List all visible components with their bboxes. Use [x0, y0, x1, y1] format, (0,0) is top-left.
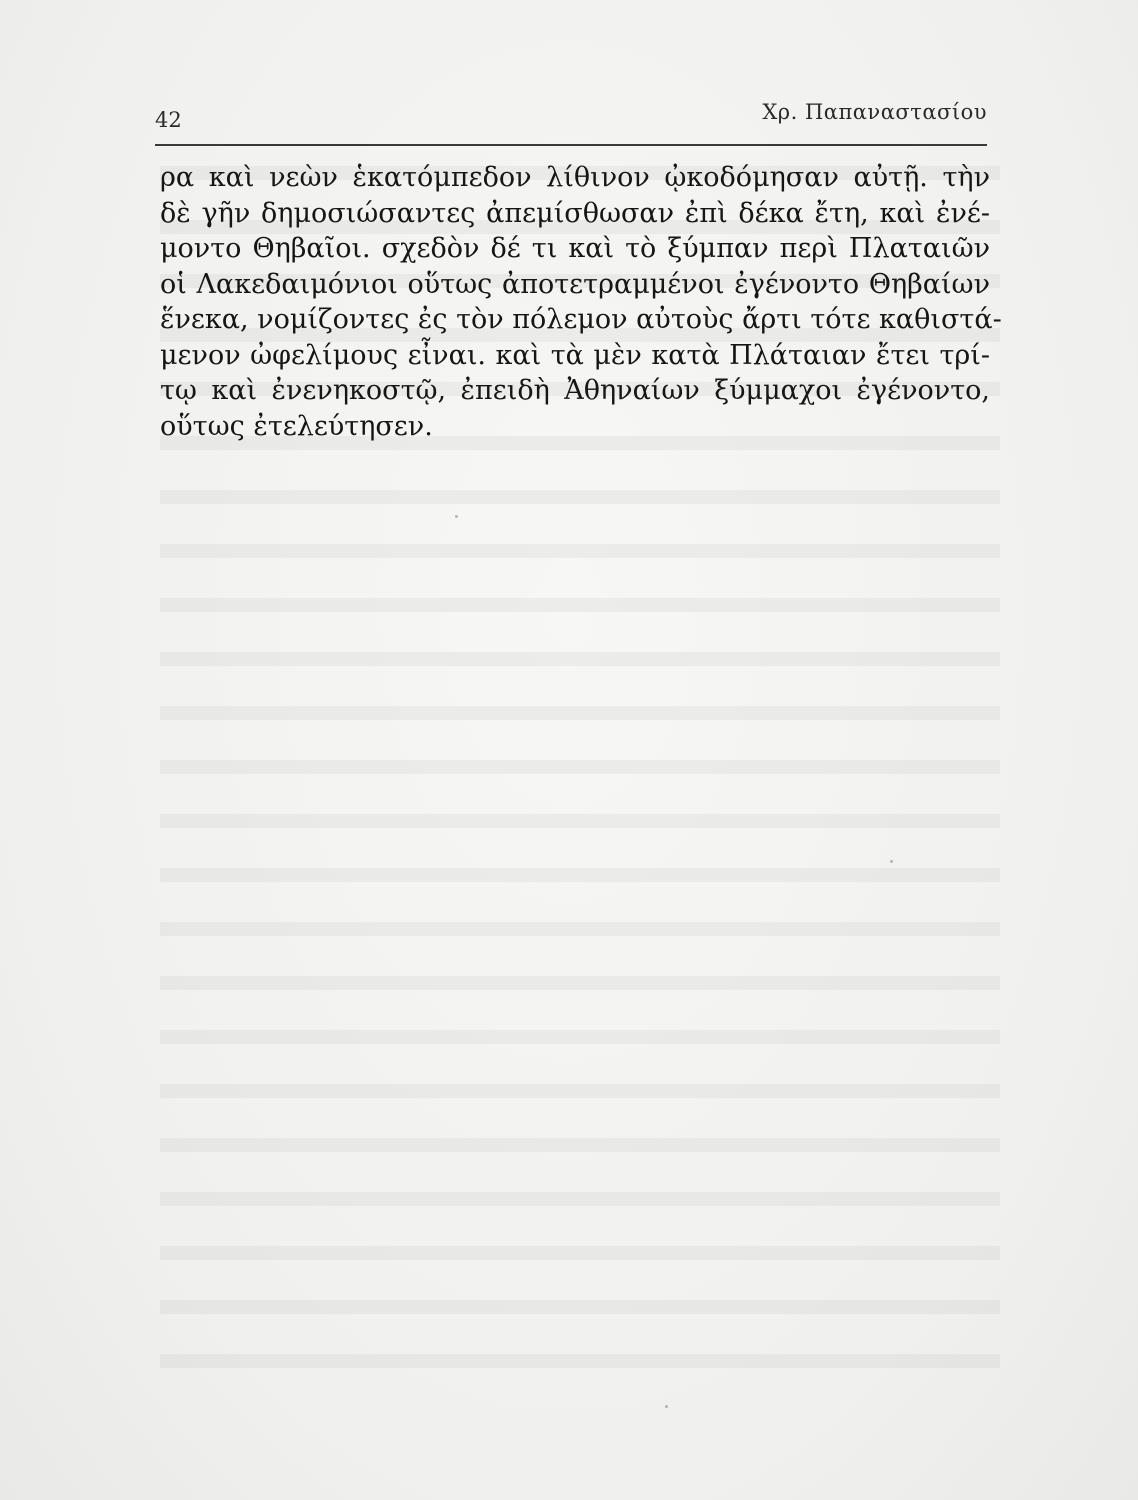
header-rule — [155, 144, 987, 146]
page-header — [155, 96, 987, 136]
paper-speck — [890, 860, 893, 863]
text-line: μοντο Θηβαῖοι. σχεδὸν δέ τι καὶ τὸ ξύμπαν περὶ Πλαταιῶν — [160, 233, 990, 264]
text-line: ἕνεκα, νομίζοντες ἐς τὸν πόλεμον αὐτοὺς ἄρτι τότε καθιστά- — [160, 304, 1002, 335]
page-number: 42 — [155, 108, 182, 132]
text-line: ρα καὶ νεὼν ἑκατόμπεδον λίθινον ᾠκοδόμησαν αὐτῇ. τὴν — [160, 162, 990, 193]
paper-speck — [455, 515, 458, 518]
text-line: μενον ὠφελίμους εἶναι. καὶ τὰ μὲν κατὰ Πλάταιαν ἔτει τρί- — [160, 339, 990, 371]
text-line: οὕτως ἐτελεύτησεν. — [160, 410, 433, 442]
body-paragraph — [160, 160, 1002, 444]
text-line: δὲ γῆν δημοσιώσαντες ἀπεμίσθωσαν ἐπὶ δέκα ἔτη, καὶ ἐνέ- — [160, 197, 990, 229]
running-head: Χρ. Παπαναστασίου — [762, 100, 987, 124]
paper-speck — [665, 1405, 668, 1408]
text-line: τῳ καὶ ἐνενηκοστῷ, ἐπειδὴ Ἀθηναίων ξύμμαχοι ἐγένοντο, — [160, 375, 990, 406]
text-line: οἱ Λακεδαιμόνιοι οὕτως ἀποτετραμμένοι ἐγένοντο Θηβαίων — [160, 268, 990, 300]
